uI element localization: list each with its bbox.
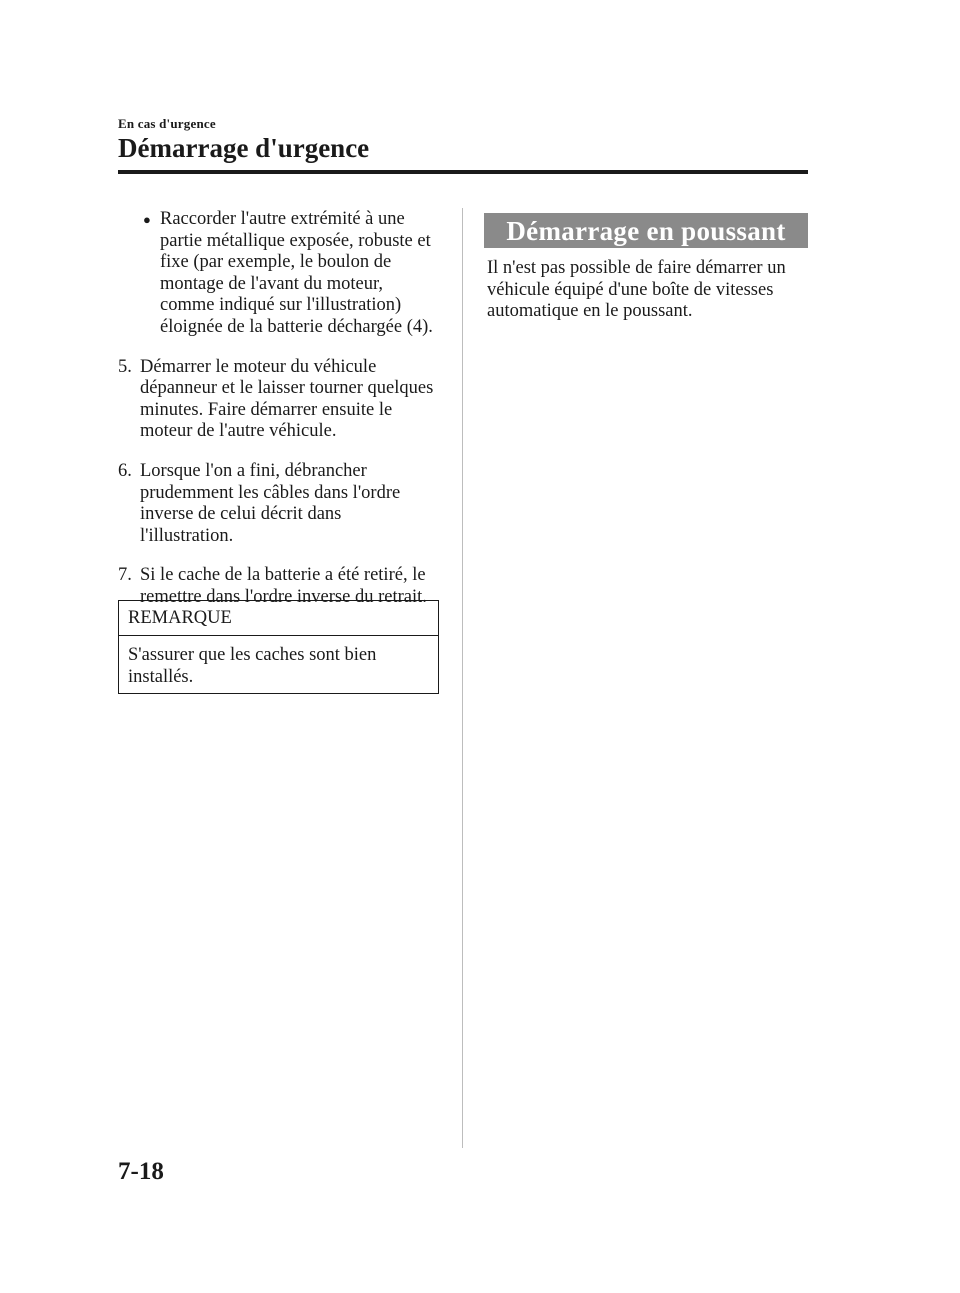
step-line: moteur de l'autre véhicule. [140, 421, 337, 442]
right-paragraph [487, 258, 807, 323]
step-line: Si le cache de la batterie a été retiré, le [140, 565, 426, 586]
section-banner: Démarrage en poussant [484, 213, 808, 248]
page-title: Démarrage d'urgence [118, 133, 370, 163]
step-number: 7. [118, 565, 132, 586]
page-number: 7-18 [118, 1158, 164, 1185]
step-number: 5. [118, 356, 132, 377]
paragraph-line: Il n'est pas possible de faire démarrer un [487, 258, 786, 278]
step-number: 6. [118, 460, 132, 481]
step-line: l'illustration. [140, 525, 234, 546]
bullet-line: éloignée de la batterie déchargée (4). [160, 316, 433, 337]
bullet-line: montage de l'avant du moteur, [160, 273, 383, 294]
step-line: Lorsque l'on a fini, débrancher [140, 460, 367, 481]
bullet-dot-icon: ● [143, 212, 151, 227]
note-box [118, 600, 439, 694]
step-line: dépanneur et le laisser tourner quelques [140, 378, 434, 399]
bullet-line: comme indiqué sur l'illustration) [160, 295, 402, 316]
note-body [119, 636, 438, 688]
left-column [118, 209, 442, 627]
bullet-line: fixe (par exemple, le boulon de [160, 252, 392, 273]
step-line: remettre dans l'ordre inverse du retrait. [140, 586, 427, 607]
step-line: Démarrer le moteur du véhicule [140, 356, 377, 377]
note-line: installés. [128, 666, 194, 687]
step-6 [118, 461, 442, 547]
note-line: S'assurer que les caches sont bien [128, 645, 377, 665]
column-divider [462, 208, 463, 1148]
step-line: minutes. Faire démarrer ensuite le [140, 399, 393, 420]
step-line: inverse de celui décrit dans [140, 504, 342, 525]
bullet-line: Raccorder l'autre extrémité à une [160, 209, 405, 229]
paragraph-line: véhicule équipé d'une boîte de vitesses [487, 279, 774, 300]
bullet-line: partie métallique exposée, robuste et [160, 230, 431, 251]
step-line: prudemment les câbles dans l'ordre [140, 482, 401, 503]
note-heading: REMARQUE [119, 601, 438, 636]
bullet-item [118, 209, 442, 339]
paragraph-line: automatique en le poussant. [487, 301, 693, 322]
section-label: En cas d'urgence [118, 116, 216, 131]
step-5 [118, 357, 442, 443]
title-rule [118, 170, 808, 174]
